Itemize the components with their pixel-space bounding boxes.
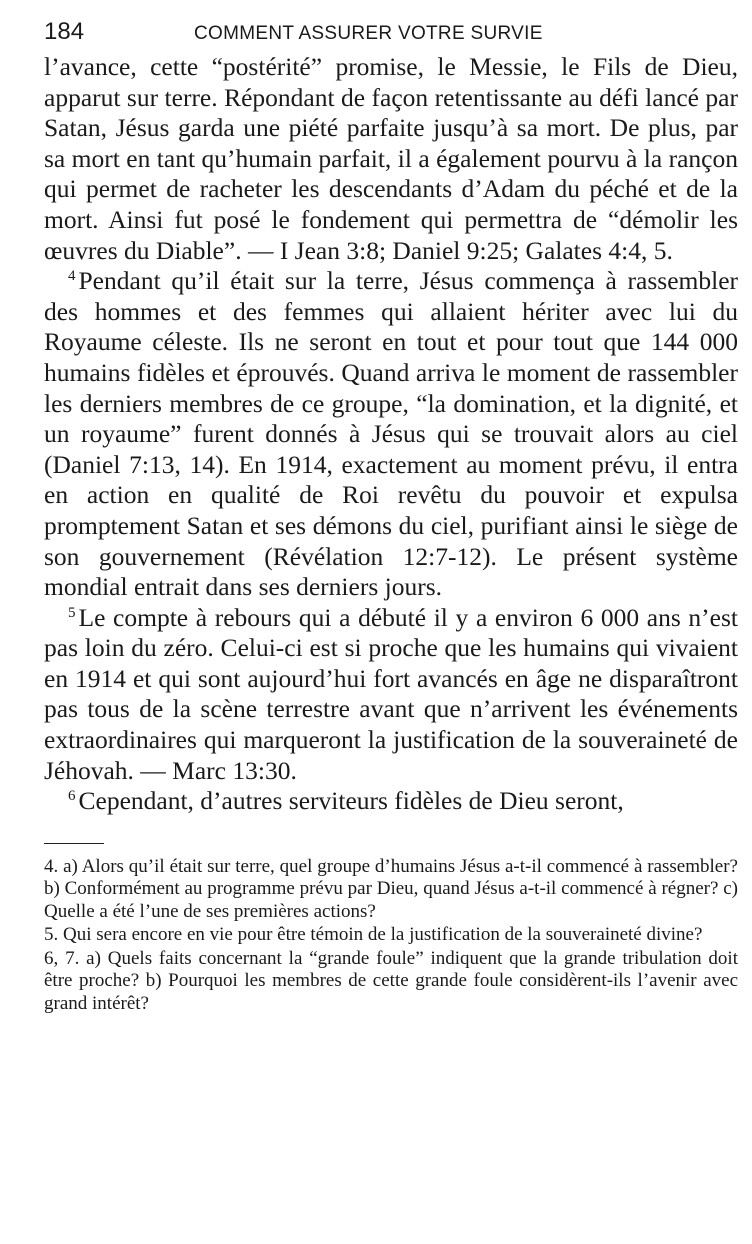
paragraph-number: 6 (68, 788, 76, 805)
page-header (44, 18, 738, 52)
paragraph-number: 5 (68, 604, 76, 621)
paragraph-text: Pendant qu’il était sur la terre, Jésus commença à rassembler des hommes et des femmes qui allaient hériter avec lui du Royaume céleste. Ils ne seront en tout et pour tout que 144 000 humains fidèles et éprouvés. Quand arriva le moment de rassembler les derniers membres de ce groupe, “la domination, et la dignité, et un royaume” furent donnés à Jésus qui se trouvait alors au ciel (Daniel 7:13, 14). En 1914, exactement au moment prévu, il entra en action en qualité de Roi revêtu du pouvoir et expulsa promptement Satan et ses démons du ciel, purifiant ainsi le siège de son gouvernement (Révélation 12:7-12). Le présent système mondial entrait dans ses derniers jours. (44, 266, 738, 602)
page-number: 184 (44, 18, 85, 45)
body-text (44, 52, 738, 817)
paragraph-number: 4 (68, 268, 76, 285)
question-5: 5. Qui sera encore en vie pour être témoin de la justification de la souveraineté divine? (44, 924, 703, 946)
book-page (44, 18, 738, 1016)
question-6-7: 6, 7. a) Quels faits concernant la “grande foule” indiquent que la grande tribulation doit être proche? b) Pourquoi les membres de cette grande foule considèrent-ils l’avenir avec grand intérêt? (44, 947, 738, 1014)
paragraph-continued (44, 52, 738, 266)
footnote-divider (44, 843, 104, 844)
study-questions (44, 856, 738, 1016)
paragraph-text: l’avance, cette “postérité” promise, le Messie, le Fils de Dieu, apparut sur terre. Répondant de façon retentissante au défi lancé par Satan, Jésus garda une piété parfaite jusqu’à sa mort. De plus, par sa mort en tant qu’humain parfait, il a également pourvu à la rançon qui permet de racheter les descendants d’Adam du péché et de la mort. Ainsi fut posé le fondement qui permettra de “démolir les œuvres du Diable”. — I Jean 3:8; Daniel 9:25; Galates 4:4, 5. (44, 52, 738, 265)
paragraph-text: Cependant, d’autres serviteurs fidèles de Dieu seront, (78, 786, 624, 816)
paragraph-5 (44, 603, 738, 787)
running-title: COMMENT ASSURER VOTRE SURVIE (194, 23, 543, 44)
paragraph-6 (44, 786, 738, 817)
paragraph-4 (44, 266, 738, 603)
question-4: 4. a) Alors qu’il était sur terre, quel groupe d’humains Jésus a-t-il commencé à rassembler? b) Conformément au programme prévu par Dieu, quand Jésus a-t-il commencé à régner? c) Quelle a été l’une de ses premières actions? (44, 855, 738, 922)
paragraph-text: Le compte à rebours qui a débuté il y a environ 6 000 ans n’est pas loin du zéro. Celui-ci est si proche que les humains qui vivaient en 1914 et qui sont aujourd’hui fort avancés en âge ne disparaîtront pas tous de la scène terrestre avant que n’arrivent les événements extraordinaires qui marqueront la justification de la souveraineté de Jéhovah. — Marc 13:30. (44, 602, 738, 785)
